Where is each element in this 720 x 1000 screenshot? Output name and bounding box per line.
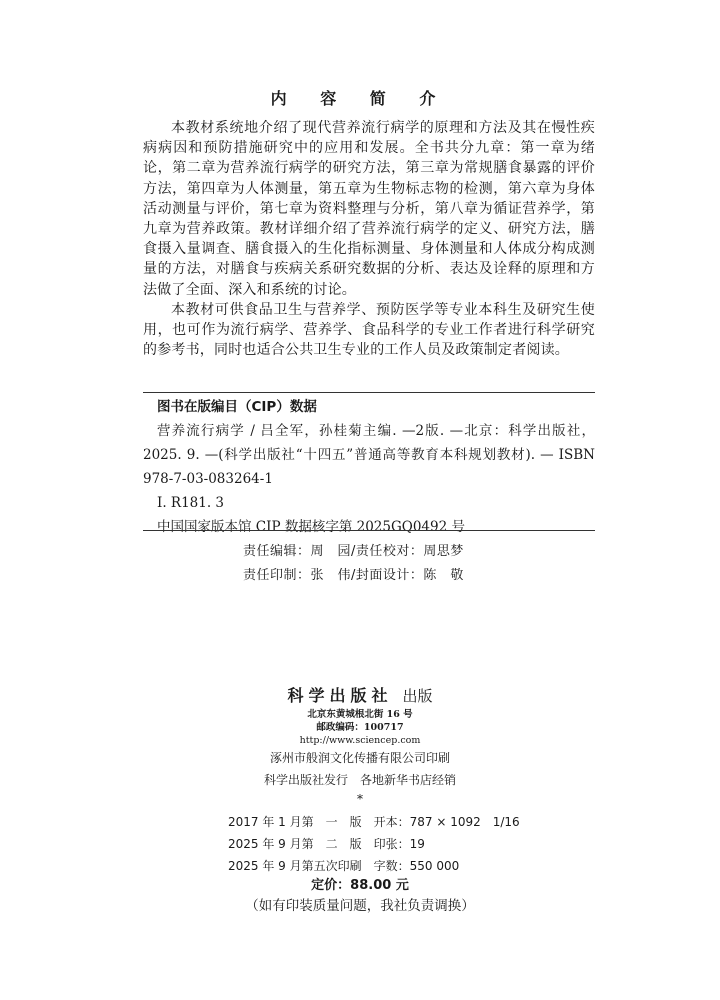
publisher-block bbox=[0, 684, 720, 807]
edition-row: 2025 年 9 月第五次印刷 字数：550 000 bbox=[228, 859, 460, 873]
printer-info: 涿州市般润文化传播有限公司印刷 bbox=[269, 751, 450, 765]
cip-description: 营养流行病学 / 吕全军，孙桂菊主编. —2版. —北京：科学出版社，2025. 9. —(科学出版社“十四五”普通高等教育本科规划教材). — ISBN 978-7-03-083264-1 bbox=[143, 423, 595, 487]
publisher-logo: 科学出版社 bbox=[287, 686, 393, 705]
publisher-action: 出版 bbox=[402, 687, 433, 705]
staff-line-editors: 责任编辑：周 园/责任校对：周思梦 bbox=[243, 544, 464, 559]
staff-credits bbox=[243, 540, 563, 588]
publisher-address: 北京东黄城根北街 16 号 bbox=[307, 709, 413, 720]
distribution-info: 科学出版社发行 各地新华书店经销 bbox=[263, 773, 456, 787]
cip-classification: Ⅰ. R181. 3 bbox=[157, 495, 225, 511]
publisher-postcode: 邮政编码：100717 bbox=[316, 722, 404, 733]
separator-star: * bbox=[357, 792, 363, 806]
publisher-brand bbox=[0, 684, 720, 708]
edition-row: 2025 年 9 月第 二 版 印张：19 bbox=[228, 837, 425, 851]
staff-line-printing: 责任印制：张 伟/封面设计：陈 敬 bbox=[243, 568, 464, 583]
quality-notice: （如有印装质量问题，我社负责调换） bbox=[245, 898, 475, 914]
cip-block bbox=[143, 395, 595, 539]
bottom-divider bbox=[143, 530, 595, 531]
edition-info bbox=[228, 811, 520, 877]
publisher-website: http://www.sciencep.com bbox=[299, 735, 421, 746]
top-divider bbox=[143, 392, 595, 393]
intro-section bbox=[143, 118, 595, 360]
intro-title: 内 容 简 介 bbox=[270, 89, 450, 108]
cip-heading: 图书在版编目（CIP）数据 bbox=[157, 399, 317, 415]
cip-approval: 中国国家版本馆 CIP 数据核字第 2025GQ0492 号 bbox=[157, 519, 465, 535]
edition-row: 2017 年 1 月第 一 版 开本：787 × 1092 1/16 bbox=[228, 815, 520, 829]
intro-paragraph: 本教材可供食品卫生与营养学、预防医学等专业本科生及研究生使用，也可作为流行病学、营养学、食品科学的专业工作者进行科学研究的参考书，同时也适合公共卫生专业的工作人员及政策制定者阅读。 bbox=[143, 301, 595, 359]
price: 定价：88.00 元 bbox=[311, 878, 409, 893]
intro-paragraph: 本教材系统地介绍了现代营养流行病学的原理和方法及其在慢性疾病病因和预防措施研究中的应用和发展。全书共分九章：第一章为绪论，第二章为营养流行病学的研究方法，第三章为常规膳食暴露的评价方法，第四章为人体测量，第五章为生物标志物的检测，第六章为身体活动测量与评价，第七章为资料整理与分析，第八章为循证营养学，第九章为营养政策。教材详细介绍了营养流行病学的定义、研究方法，膳食摄入量调查、膳食摄入的生化指标测量、身体测量和人体成分构成测量的方法，对膳食与疾病关系研究数据的分析、表达及诠释的原理和方法做了全面、深入和系统的讨论。 bbox=[143, 120, 595, 298]
